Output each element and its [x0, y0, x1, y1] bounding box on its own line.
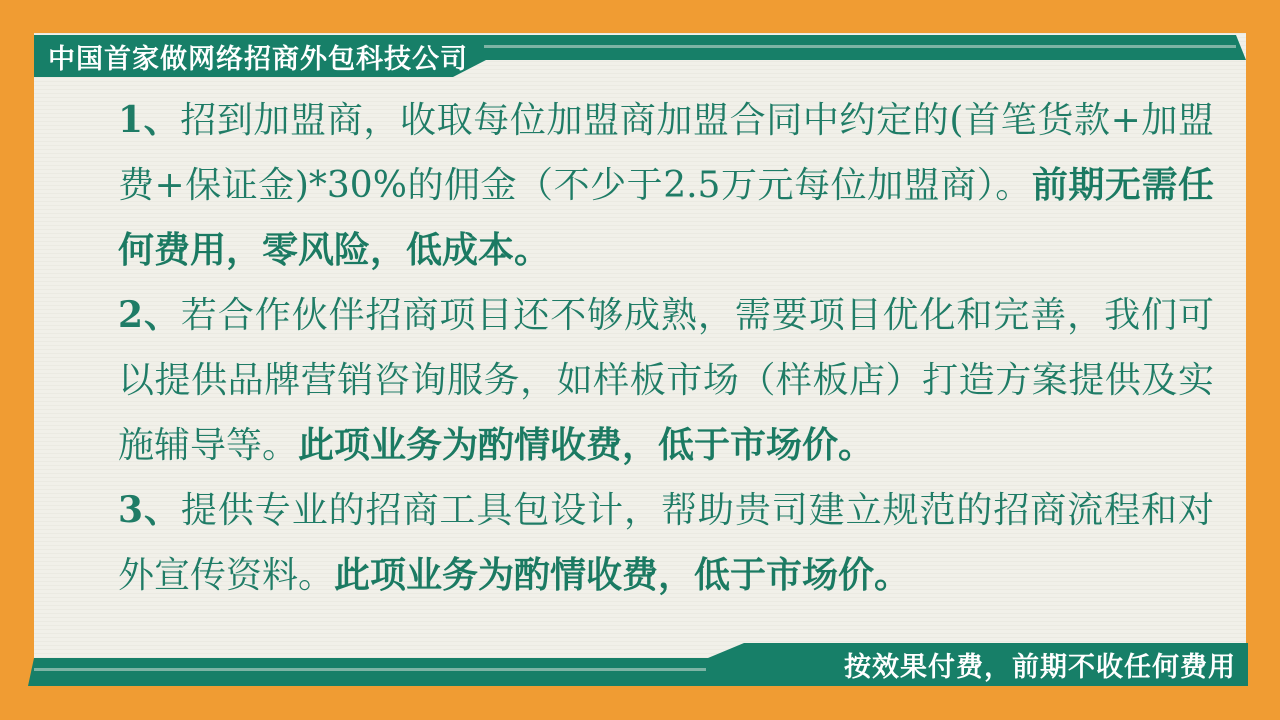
- paragraph-number: 1、: [118, 99, 181, 141]
- slide-body-text: [118, 88, 1214, 608]
- header-accent-line: [484, 45, 1236, 48]
- paragraph: [118, 478, 1214, 608]
- paragraph: [118, 88, 1214, 283]
- footer-accent-line: [34, 668, 706, 671]
- paragraph-highlight: 此项业务为酌情收费，低于市场价。: [298, 424, 875, 466]
- paragraph: [118, 283, 1214, 478]
- paragraph-highlight: 前期无需任何费用，零风险，低成本。: [118, 164, 1214, 271]
- header-title: 中国首家做网络招商外包科技公司: [48, 43, 468, 74]
- paragraph-text: 若合作伙伴招商项目还不够成熟，需要项目优化和完善，我们可以提供品牌营销咨询服务，如样板市场（样板店）打造方案提供及实施辅导等。: [118, 295, 1214, 466]
- paragraph-highlight: 此项业务为酌情收费，低于市场价。: [334, 554, 911, 596]
- paragraph-text: 招到加盟商，收取每位加盟商加盟合同中约定的(首笔货款+加盟费+保证金)*30%的佣金（不少于2.5万元每位加盟商）。: [118, 100, 1214, 206]
- paragraph-number: 3、: [118, 489, 181, 531]
- paragraph-text: 提供专业的招商工具包设计，帮助贵司建立规范的招商流程和对外宣传资料。: [118, 490, 1214, 596]
- paragraph-number: 2、: [118, 294, 181, 336]
- footer-slogan: 按效果付费，前期不收任何费用: [844, 652, 1236, 682]
